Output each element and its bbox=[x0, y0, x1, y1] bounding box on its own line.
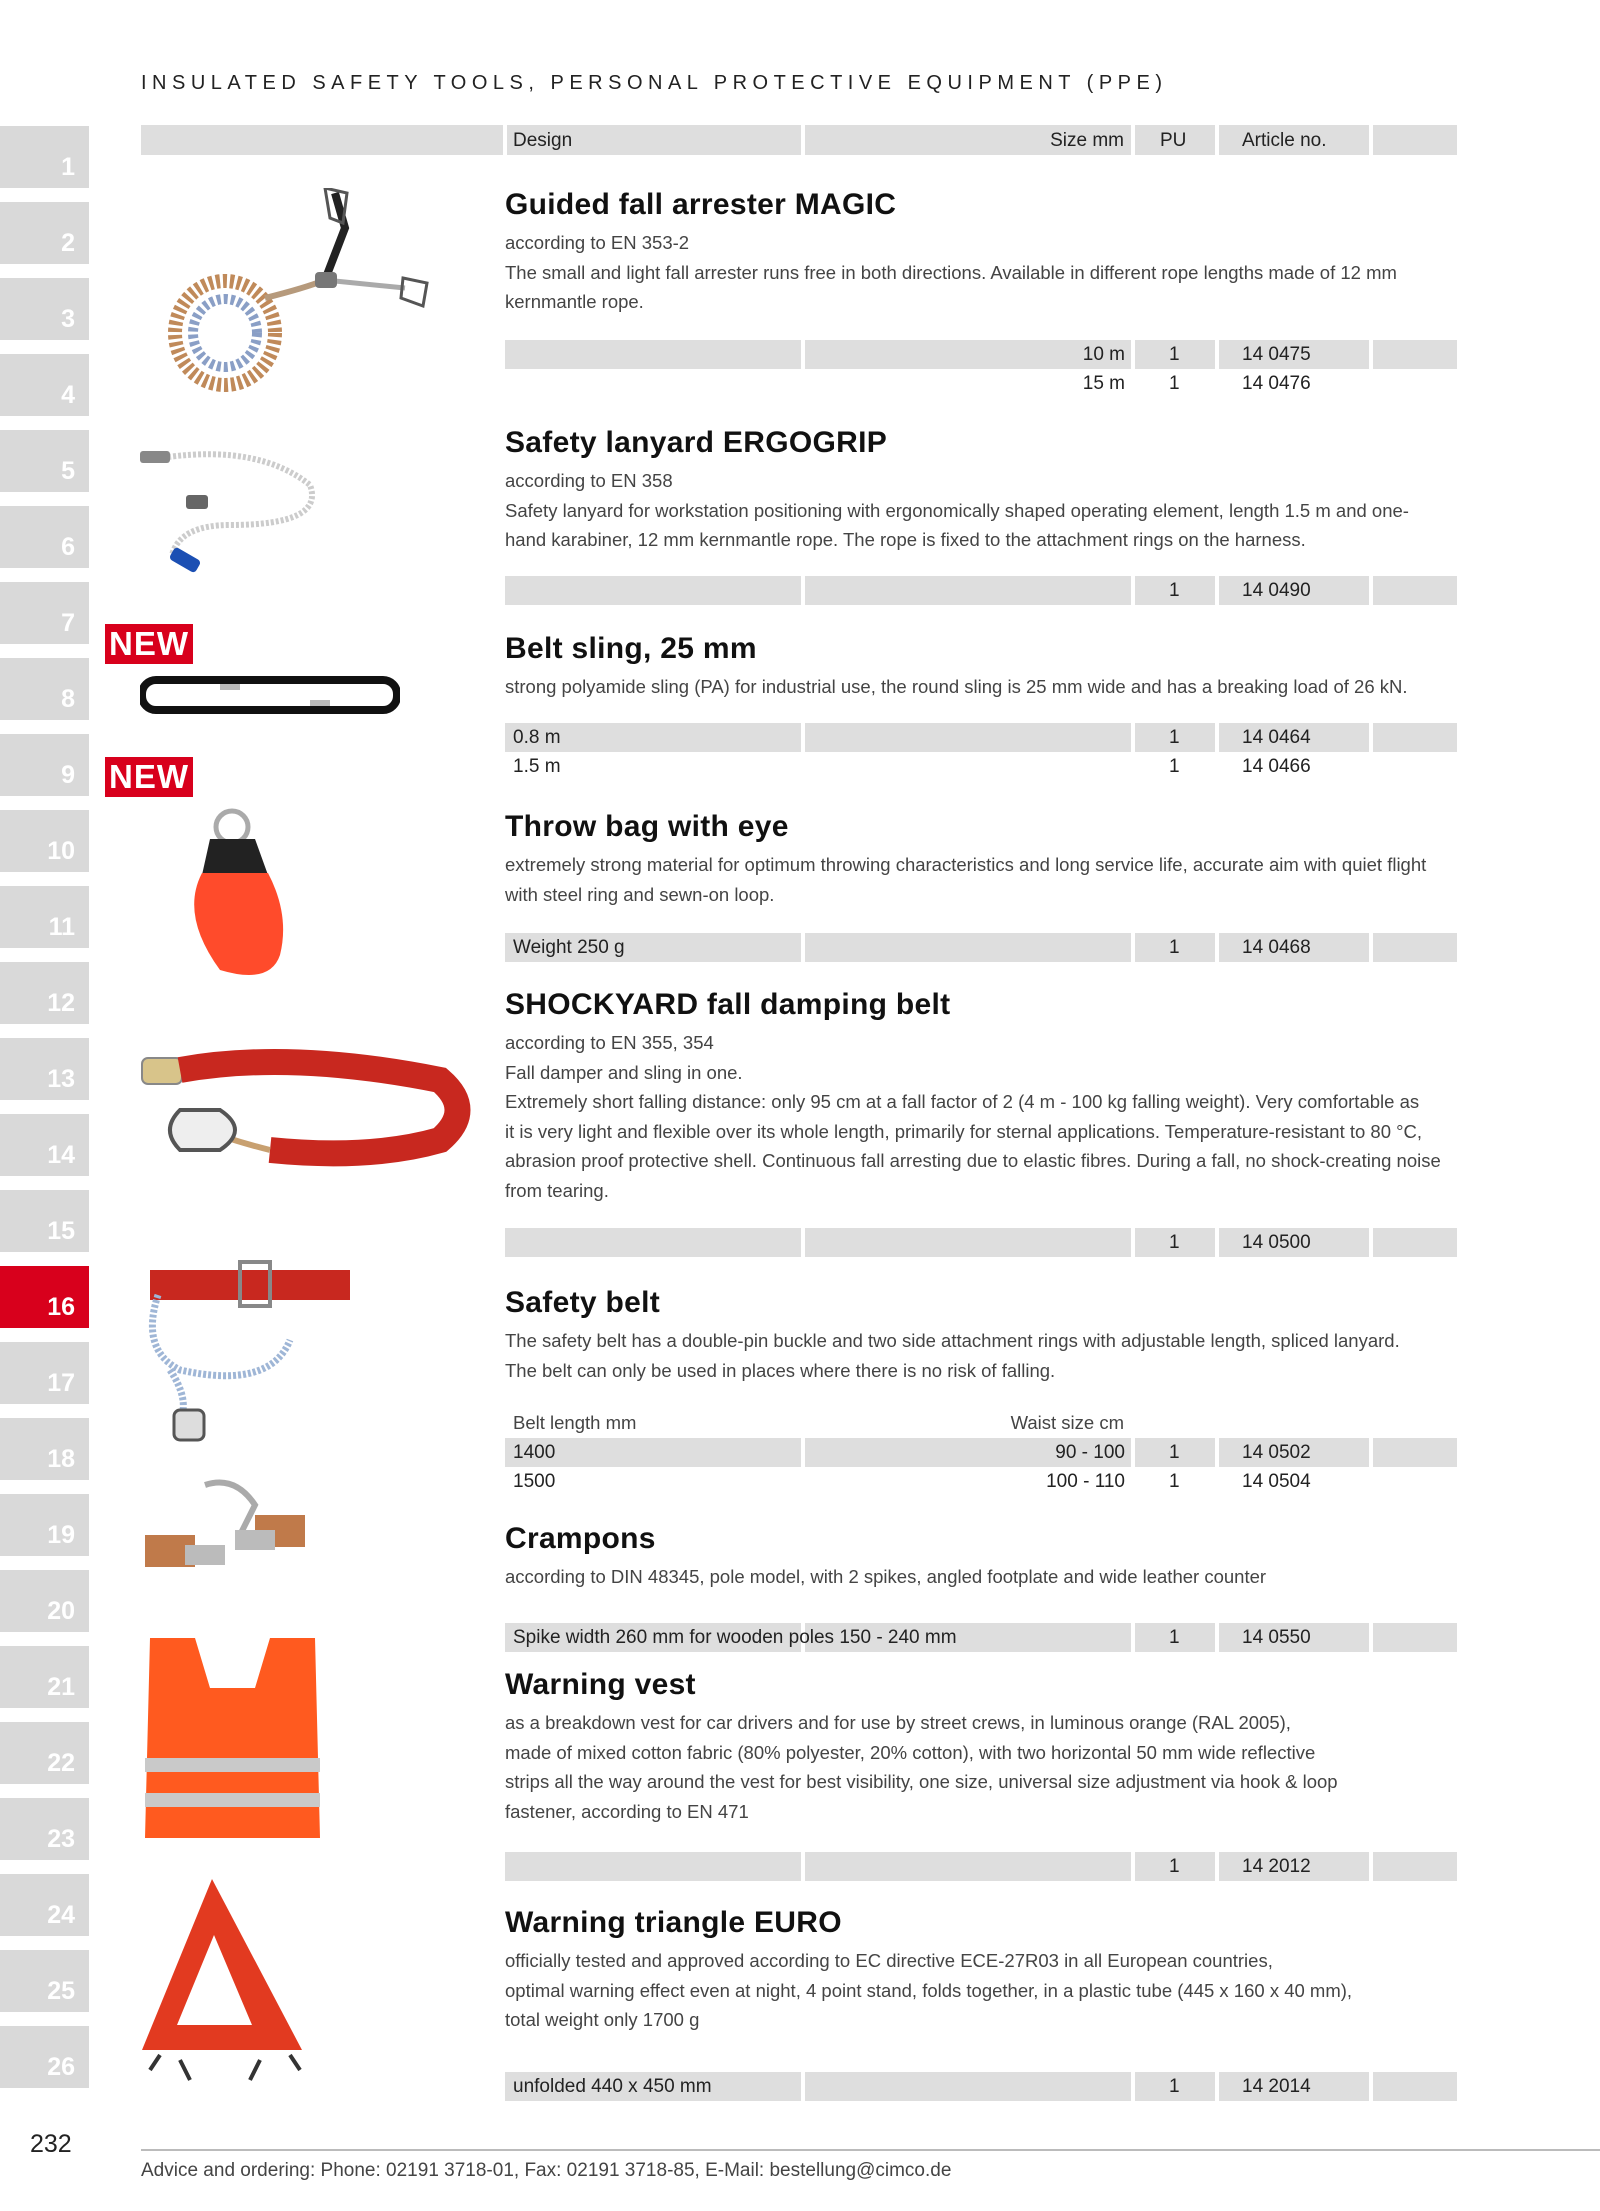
product-description-line: as a breakdown vest for car drivers and for use by street crews, in luminous orange (RAL 2005), bbox=[505, 1712, 1291, 1733]
chapter-tab-1[interactable]: 1 bbox=[0, 126, 89, 188]
row-pu: 1 bbox=[1169, 2076, 1180, 2097]
row-cell bbox=[1373, 933, 1457, 962]
row-cell bbox=[1373, 752, 1457, 781]
product-block bbox=[505, 188, 1455, 317]
row-cell bbox=[1373, 2072, 1457, 2101]
product-title: Crampons bbox=[505, 1522, 656, 1555]
row-cell bbox=[1373, 1467, 1457, 1496]
row-design: unfolded 440 x 450 mm bbox=[513, 2076, 712, 2097]
product-description-line: it is very light and flexible over its whole length, primarily for sternal applications. Temperature-resistant to 80 °C, bbox=[505, 1120, 1423, 1142]
row-cell bbox=[805, 723, 1131, 752]
article-row bbox=[505, 723, 1457, 752]
product-description-line: The belt can only be used in places where there is no risk of falling. bbox=[505, 1359, 1056, 1381]
row-cell bbox=[1373, 1623, 1457, 1652]
chapter-tab-20[interactable]: 20 bbox=[0, 1570, 89, 1632]
row-cell bbox=[505, 1852, 801, 1881]
row-size: 10 m bbox=[1082, 344, 1125, 365]
chapter-tab-25[interactable]: 25 bbox=[0, 1950, 89, 2012]
row-pu: 1 bbox=[1169, 756, 1180, 777]
row-size: 100 - 110 bbox=[1046, 1471, 1125, 1492]
row-cell bbox=[805, 1852, 1131, 1881]
row-cell bbox=[805, 752, 1131, 781]
chapter-tab-12[interactable]: 12 bbox=[0, 962, 89, 1024]
product-title: SHOCKYARD fall damping belt bbox=[505, 988, 951, 1021]
row-size: 15 m bbox=[1082, 373, 1125, 394]
product-description-line: from tearing. bbox=[505, 1179, 609, 1201]
row-cell bbox=[805, 2072, 1131, 2101]
product-title: Safety belt bbox=[505, 1286, 661, 1319]
product-block bbox=[505, 632, 1455, 702]
chapter-tab-8[interactable]: 8 bbox=[0, 658, 89, 720]
article-row bbox=[505, 2072, 1457, 2101]
product-title: Throw bag with eye bbox=[505, 810, 789, 843]
product-description-line: according to EN 355, 354 bbox=[505, 1032, 714, 1053]
row-article-no: 14 0466 bbox=[1242, 756, 1311, 777]
row-article-no: 14 0476 bbox=[1242, 373, 1311, 394]
product-description-line: The safety belt has a double-pin buckle and two side attachment rings with adjustable length, spliced lanyard. bbox=[505, 1330, 1400, 1351]
row-cell bbox=[505, 369, 801, 398]
chapter-tab-11[interactable]: 11 bbox=[0, 886, 89, 948]
column-design: Design bbox=[513, 130, 573, 151]
fall-arrester-image bbox=[165, 188, 435, 398]
row-pu: 1 bbox=[1169, 727, 1180, 748]
column-pu: PU bbox=[1160, 130, 1187, 151]
product-description-line: made of mixed cotton fabric (80% polyester, 20% cotton), with two horizontal 50 mm wide reflective bbox=[505, 1741, 1316, 1763]
product-block bbox=[505, 1522, 1455, 1592]
row-cell bbox=[1373, 1228, 1457, 1257]
chapter-tab-21[interactable]: 21 bbox=[0, 1646, 89, 1708]
chapter-tabs bbox=[0, 126, 89, 2102]
product-description-line: The small and light fall arrester runs free in both directions. Available in different rope lengths made of 12 mm bbox=[505, 261, 1397, 283]
product-description-line: strong polyamide sling (PA) for industrial use, the round sling is 25 mm wide and has a breaking load of 26 kN. bbox=[505, 676, 1408, 697]
row-article-no: 14 0490 bbox=[1242, 580, 1311, 601]
article-row bbox=[505, 369, 1457, 398]
new-badge: NEW bbox=[105, 624, 193, 664]
chapter-tab-10[interactable]: 10 bbox=[0, 810, 89, 872]
product-title: Warning triangle EURO bbox=[505, 1906, 842, 1939]
warning-triangle-image bbox=[140, 1875, 310, 2085]
row-design: Weight 250 g bbox=[513, 937, 625, 958]
chapter-tab-3[interactable]: 3 bbox=[0, 278, 89, 340]
chapter-tab-16[interactable]: 16 bbox=[0, 1266, 89, 1328]
column-article: Article no. bbox=[1242, 130, 1327, 151]
chapter-tab-4[interactable]: 4 bbox=[0, 354, 89, 416]
row-cell bbox=[1373, 723, 1457, 752]
article-row bbox=[505, 1467, 1457, 1496]
product-block bbox=[505, 1668, 1455, 1826]
row-article-no: 14 0475 bbox=[1242, 344, 1311, 365]
row-cell bbox=[1373, 1852, 1457, 1881]
product-description-line: total weight only 1700 g bbox=[505, 2009, 700, 2030]
safety-lanyard-image bbox=[140, 445, 330, 585]
chapter-tab-13[interactable]: 13 bbox=[0, 1038, 89, 1100]
article-row bbox=[505, 1438, 1457, 1467]
row-design: Spike width 260 mm for wooden poles 150 - 240 mm bbox=[513, 1627, 957, 1648]
article-row bbox=[505, 340, 1457, 369]
row-design: 1.5 m bbox=[513, 756, 561, 777]
chapter-tab-15[interactable]: 15 bbox=[0, 1190, 89, 1252]
sublabel-belt-length: Belt length mm bbox=[513, 1412, 637, 1433]
article-row bbox=[505, 933, 1457, 962]
row-cell bbox=[805, 1228, 1131, 1257]
chapter-tab-7[interactable]: 7 bbox=[0, 582, 89, 644]
row-pu: 1 bbox=[1169, 1627, 1180, 1648]
product-block bbox=[505, 810, 1455, 909]
warning-vest-image bbox=[140, 1628, 325, 1843]
chapter-tab-17[interactable]: 17 bbox=[0, 1342, 89, 1404]
product-title: Safety lanyard ERGOGRIP bbox=[505, 426, 888, 459]
sublabels bbox=[505, 1412, 1457, 1436]
product-title: Belt sling, 25 mm bbox=[505, 632, 757, 665]
chapter-tab-14[interactable]: 14 bbox=[0, 1114, 89, 1176]
row-design: 1500 bbox=[513, 1471, 556, 1492]
product-block bbox=[505, 1286, 1455, 1385]
product-description-line: abrasion proof protective shell. Continuous fall arresting due to elastic fibres. During a fall, no shock-creating noise bbox=[505, 1150, 1441, 1171]
row-pu: 1 bbox=[1169, 344, 1180, 365]
product-description-line: according to EN 358 bbox=[505, 470, 673, 491]
row-cell bbox=[505, 1228, 801, 1257]
article-row bbox=[505, 1228, 1457, 1257]
row-cell bbox=[505, 340, 801, 369]
product-description-line: Safety lanyard for workstation positioning with ergonomically shaped operating element, length 1.5 m and one- bbox=[505, 499, 1409, 521]
page-header-title: INSULATED SAFETY TOOLS, PERSONAL PROTECTIVE EQUIPMENT (PPE) bbox=[141, 72, 1168, 94]
chapter-tab-6[interactable]: 6 bbox=[0, 506, 89, 568]
row-article-no: 14 0502 bbox=[1242, 1442, 1311, 1463]
row-cell bbox=[805, 933, 1131, 962]
row-article-no: 14 0464 bbox=[1242, 727, 1311, 748]
row-article-no: 14 0500 bbox=[1242, 1232, 1311, 1253]
row-cell bbox=[1373, 369, 1457, 398]
column-header-bar bbox=[141, 125, 1457, 157]
row-size: 90 - 100 bbox=[1055, 1442, 1125, 1463]
chapter-tab-9[interactable]: 9 bbox=[0, 734, 89, 796]
row-design: 0.8 m bbox=[513, 727, 561, 748]
article-row bbox=[505, 1852, 1457, 1881]
row-article-no: 14 0504 bbox=[1242, 1471, 1311, 1492]
row-article-no: 14 2012 bbox=[1242, 1856, 1311, 1877]
product-block bbox=[505, 988, 1455, 1205]
safety-belt-image bbox=[140, 1260, 360, 1450]
row-pu: 1 bbox=[1169, 580, 1180, 601]
row-design: 1400 bbox=[513, 1442, 556, 1463]
product-title: Warning vest bbox=[505, 1668, 696, 1701]
shockyard-image bbox=[140, 1040, 480, 1180]
product-description-line: optimal warning effect even at night, 4 point stand, folds together, in a plastic tube (445 x 160 x 40 mm), bbox=[505, 1979, 1353, 2001]
product-description-line: according to DIN 48345, pole model, with 2 spikes, angled footplate and wide leather counter bbox=[505, 1566, 1267, 1587]
row-pu: 1 bbox=[1169, 373, 1180, 394]
row-pu: 1 bbox=[1169, 1856, 1180, 1877]
crampons-image bbox=[145, 1475, 315, 1585]
chapter-tab-2[interactable]: 2 bbox=[0, 202, 89, 264]
row-article-no: 14 2014 bbox=[1242, 2076, 1311, 2097]
footer-contact: Advice and ordering: Phone: 02191 3718-01, Fax: 02191 3718-85, E-Mail: bestellung@cimco.de bbox=[141, 2160, 952, 2181]
row-cell bbox=[805, 576, 1131, 605]
row-cell bbox=[1373, 1438, 1457, 1467]
row-pu: 1 bbox=[1169, 1471, 1180, 1492]
column-size: Size mm bbox=[1050, 130, 1124, 151]
row-pu: 1 bbox=[1169, 1442, 1180, 1463]
new-badge: NEW bbox=[105, 757, 193, 797]
product-description-line: strips all the way around the vest for best visibility, one size, universal size adjustment via hook & loop bbox=[505, 1771, 1338, 1792]
product-description-line: hand karabiner, 12 mm kernmantle rope. The rope is fixed to the attachment rings on the harness. bbox=[505, 529, 1306, 550]
product-description-line: fastener, according to EN 471 bbox=[505, 1800, 749, 1822]
article-row bbox=[505, 1623, 1457, 1652]
footer-divider bbox=[141, 2149, 1600, 2151]
product-description-line: with steel ring and sewn-on loop. bbox=[505, 883, 775, 905]
row-cell bbox=[1373, 340, 1457, 369]
row-pu: 1 bbox=[1169, 1232, 1180, 1253]
article-row bbox=[505, 752, 1457, 781]
sublabel-waist-size: Waist size cm bbox=[1010, 1412, 1124, 1433]
product-description-line: extremely strong material for optimum throwing characteristics and long service life, accurate aim with quiet flight bbox=[505, 854, 1427, 875]
belt-sling-image bbox=[140, 670, 400, 720]
page-number: 232 bbox=[30, 2130, 72, 2158]
throw-bag-image bbox=[150, 805, 330, 985]
product-description-line: officially tested and approved according to EC directive ECE-27R03 in all European countries, bbox=[505, 1950, 1273, 1971]
product-description-line: Fall damper and sling in one. bbox=[505, 1061, 743, 1083]
row-article-no: 14 0550 bbox=[1242, 1627, 1311, 1648]
row-cell bbox=[505, 576, 801, 605]
chapter-tab-26[interactable]: 26 bbox=[0, 2026, 89, 2088]
chapter-tab-19[interactable]: 19 bbox=[0, 1494, 89, 1556]
chapter-tab-18[interactable]: 18 bbox=[0, 1418, 89, 1480]
chapter-tab-24[interactable]: 24 bbox=[0, 1874, 89, 1936]
product-block bbox=[505, 426, 1455, 555]
row-article-no: 14 0468 bbox=[1242, 937, 1311, 958]
chapter-tab-23[interactable]: 23 bbox=[0, 1798, 89, 1860]
product-description-line: kernmantle rope. bbox=[505, 291, 644, 312]
chapter-tab-5[interactable]: 5 bbox=[0, 430, 89, 492]
article-row bbox=[505, 576, 1457, 605]
row-pu: 1 bbox=[1169, 937, 1180, 958]
product-block bbox=[505, 1906, 1455, 2035]
product-description-line: according to EN 353-2 bbox=[505, 232, 690, 253]
chapter-tab-22[interactable]: 22 bbox=[0, 1722, 89, 1784]
row-cell bbox=[1373, 576, 1457, 605]
product-description-line: Extremely short falling distance: only 95 cm at a fall factor of 2 (4 m - 100 kg falling weight). Very comfortable as bbox=[505, 1091, 1420, 1112]
product-title: Guided fall arrester MAGIC bbox=[505, 188, 897, 221]
